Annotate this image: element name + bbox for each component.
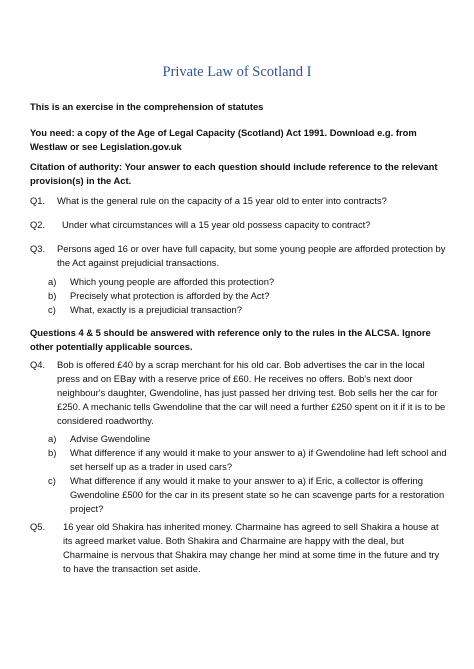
list-item-text: Precisely what protection is afforded by the Act? (70, 290, 270, 301)
list-item-text: Advise Gwendoline (70, 433, 151, 444)
list-item-letter: a) (48, 433, 57, 444)
list-item-letter: a) (48, 276, 57, 287)
question-number: Q2. (30, 219, 46, 230)
question-text: 16 year old Shakira has inherited money. Charmaine has agreed to sell Shakira a house at its agreed market value. Both Shakira and Charmaine are happy with the deal, but Charmaine is nervous that Shakira may change her mind at some time in the future and try to have the transaction set aside. (63, 521, 440, 574)
citation-paragraph: Citation of authority: Your answer to each question should include reference to the relevant provision(s) in the Act. (30, 161, 438, 186)
alcsa-note: Questions 4 & 5 should be answered with reference only to the rules in the ALCSA. Ignore other potentially applicable sources. (30, 327, 431, 352)
list-item-letter: b) (48, 290, 57, 301)
list-item-letter: b) (48, 447, 57, 458)
question-text: Under what circumstances will a 15 year old possess capacity to contract? (62, 219, 371, 230)
list-item-letter: c) (48, 475, 56, 486)
requirements-paragraph: You need: a copy of the Age of Legal Capacity (Scotland) Act 1991. Download e.g. from Westlaw or see Legislation.gov.uk (30, 127, 417, 152)
list-item-text: What difference if any would it make to your answer to a) if Gwendoline had left school and set herself up as a trader in used cars? (70, 447, 447, 472)
question-text: Bob is offered £40 by a scrap merchant for his old car. Bob advertises the car in the local press and on EBay with a reserve price of £60. He receives no offers. Bob's next door neighbour's daughter, Gwendoline, has just passed her driving test. Bob sells her the car for £250. A mechanic tells Gwendoline that the car will need a further £250 spent on it if it is to be considered roadworthy. (57, 359, 446, 426)
list-item-text: What difference if any would it make to your answer to a) if Eric, a collector is offering Gwendoline £500 for the car in its present state so he can scavenge parts for a restoration project? (70, 475, 445, 514)
list-item-letter: c) (48, 304, 56, 315)
question-text: What is the general rule on the capacity of a 15 year old to enter into contracts? (57, 195, 387, 206)
question-text: Persons aged 16 or over have full capacity, but some young people are afforded protection by the Act against prejudicial transactions. (57, 243, 446, 268)
list-item-text: Which young people are afforded this protection? (70, 276, 275, 287)
document-title: Private Law of Scotland I (162, 64, 312, 80)
question-number: Q1. (30, 195, 46, 206)
intro-heading: This is an exercise in the comprehension of statutes (30, 101, 264, 112)
question-number: Q4. (30, 359, 46, 370)
question-number: Q3. (30, 243, 46, 254)
list-item-text: What, exactly is a prejudicial transaction? (70, 304, 242, 315)
question-number: Q5. (30, 521, 46, 532)
